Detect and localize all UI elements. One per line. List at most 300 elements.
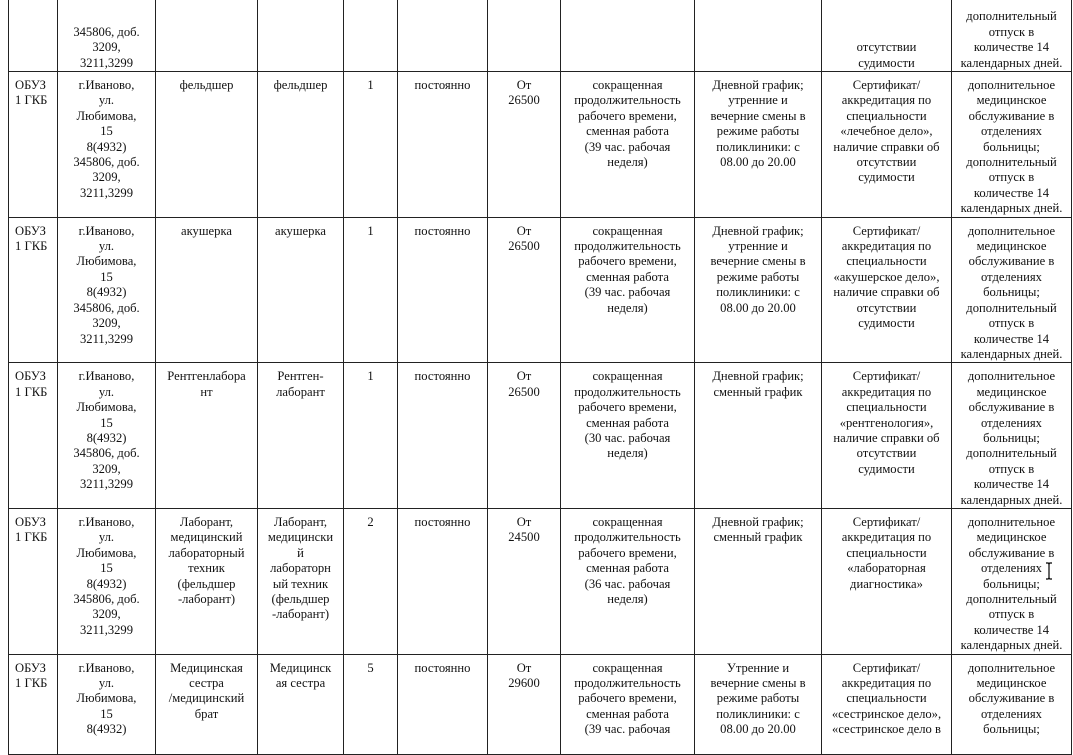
cell-text: неделя) (607, 446, 648, 461)
cell-text: обслуживание в (968, 400, 1055, 415)
cell-text: техник (188, 561, 225, 576)
cell-text: (30 час. рабочая (584, 430, 671, 445)
cell-text: 3209, (92, 170, 121, 185)
cell-text: (фельдшер (177, 576, 236, 591)
cell-text: Любимова, (76, 108, 137, 123)
cell-text: постоянно (414, 369, 471, 384)
cell-address[interactable] (58, 72, 156, 218)
cell-text: аккредитация по (841, 530, 932, 545)
cell-address[interactable] (58, 363, 156, 509)
cell-text: Лаборант, (273, 514, 328, 529)
cell-text: дополнительный (966, 300, 1057, 315)
cell-text: 3209, (92, 607, 121, 622)
cell-requirements[interactable] (822, 363, 952, 509)
cell-schedule[interactable] (695, 217, 822, 363)
cell-text: г.Иваново, (78, 514, 135, 529)
table-row (9, 72, 1072, 218)
cell-text: обслуживание в (968, 108, 1055, 123)
cell-salary[interactable] (488, 654, 561, 754)
cell-position[interactable] (156, 654, 258, 754)
cell-text: акушерка (275, 223, 326, 238)
cell-text: Дневной график; (712, 514, 804, 529)
cell-text: специальности (846, 400, 927, 415)
cell-address[interactable] (58, 508, 156, 654)
cell-text: 08.00 до 20.00 (720, 155, 796, 170)
cell-profession[interactable] (258, 217, 344, 363)
cell-text: «рентгенология», (839, 415, 934, 430)
cell-salary[interactable] (488, 363, 561, 509)
cell-text: Любимова, (76, 254, 137, 269)
cell-text: продолжительность (574, 676, 681, 691)
cell-text: 26500 (508, 93, 540, 108)
cell-text: отделениях (981, 124, 1042, 139)
cell-text: медицинское (976, 384, 1047, 399)
cell-text: /медицинский (168, 691, 245, 706)
cell-text: лаборант (276, 384, 325, 399)
cell-text: неделя) (607, 592, 648, 606)
cell-employment[interactable] (398, 508, 488, 654)
cell-text: медицинское (976, 239, 1047, 254)
cell-benefits[interactable] (952, 363, 1072, 509)
cell-profession[interactable] (258, 363, 344, 509)
cell-text: 15 (100, 269, 113, 284)
cell-text: медицински (267, 530, 334, 545)
cell-requirements[interactable] (822, 217, 952, 363)
cell-employment[interactable] (398, 72, 488, 218)
cell-text: 8(4932) (86, 576, 127, 591)
cell-schedule[interactable] (695, 508, 822, 654)
cell-text: Лаборант, (179, 514, 234, 529)
cell-text: дополнительный (966, 592, 1057, 606)
cell-count[interactable] (344, 217, 398, 363)
cell-text: 26500 (508, 239, 540, 254)
cell-text: поликлиники: с (716, 139, 800, 154)
cell-text: дополнительное (967, 369, 1056, 384)
cell-text: сменная работа (586, 269, 669, 284)
cell-text: -лаборант) (177, 592, 236, 606)
cell-text: поликлиники: с (716, 285, 800, 300)
cell-text: рабочего времени, (578, 108, 677, 123)
cell-text: 345806, доб. (73, 446, 140, 461)
cell-text: фельдшер (179, 78, 234, 92)
cell-text: Любимова, (76, 691, 137, 706)
cell-text: «лабораторная (847, 561, 926, 576)
cell-position[interactable] (156, 0, 258, 72)
cell-text: календарных дней. (960, 201, 1063, 216)
cell-text: наличие справки об (833, 139, 940, 154)
cell-text: постоянно (414, 223, 471, 238)
cell-text: количестве 14 (973, 477, 1050, 492)
cell-text: дополнительный (966, 155, 1057, 170)
cell-text: 15 (100, 561, 113, 576)
cell-text: аккредитация по (841, 384, 932, 399)
cell-position[interactable] (156, 217, 258, 363)
cell-text: вечерние смены в (710, 108, 806, 123)
cell-text: (39 час. рабочая (584, 139, 671, 154)
cell-text: -лаборант) (271, 607, 330, 622)
cell-position[interactable] (156, 72, 258, 218)
cell-text: рабочего времени, (578, 400, 677, 415)
cell-text: ул. (98, 530, 115, 545)
cell-text: вечерние смены в (710, 676, 806, 691)
cell-text: 345806, доб. (73, 155, 140, 170)
cell-text: рабочего времени, (578, 254, 677, 269)
cell-text: неделя) (607, 300, 648, 315)
cell-text: медицинское (976, 676, 1047, 691)
cell-text: 1 (367, 78, 374, 92)
cell-benefits[interactable] (952, 72, 1072, 218)
cell-hours[interactable] (561, 0, 695, 72)
cell-text: 26500 (508, 384, 540, 399)
cell-text: больницы; (983, 285, 1040, 300)
cell-text: сокращенная (592, 223, 663, 238)
cell-text: Сертификат/ (852, 78, 921, 92)
cell-salary[interactable] (488, 72, 561, 218)
cell-benefits[interactable] (952, 0, 1072, 72)
cell-text: 15 (100, 706, 113, 721)
cell-text: Сертификат/ (852, 369, 921, 384)
cell-employment[interactable] (398, 0, 488, 72)
cell-text: поликлиники: с (716, 706, 800, 721)
cell-text: От (516, 514, 532, 529)
cell-text: 1 ГКБ (15, 239, 48, 254)
cell-text: От (516, 78, 532, 92)
cell-text: г.Иваново, (78, 78, 135, 92)
cell-text: календарных дней. (960, 492, 1063, 507)
table-row (9, 508, 1072, 654)
cell-text: отделениях (981, 706, 1042, 721)
cell-text: ул. (98, 384, 115, 399)
cell-text: специальности (846, 108, 927, 123)
cell-hours[interactable] (561, 72, 695, 218)
cell-text: отделениях (981, 415, 1042, 430)
cell-text: 1 ГКБ (15, 93, 48, 108)
cell-salary[interactable] (488, 508, 561, 654)
cell-text: 3211,3299 (79, 331, 134, 346)
cell-text: продолжительность (574, 239, 681, 254)
cell-text: лабораторный (168, 545, 245, 560)
cell-text: г.Иваново, (78, 223, 135, 238)
cell-text: 345806, доб. (73, 300, 140, 315)
cell-text: лабораторн (270, 561, 331, 576)
cell-text: (36 час. рабочая (584, 576, 671, 591)
cell-text: количестве 14 (973, 40, 1050, 55)
cell-text: сестра (189, 676, 224, 691)
cell-count[interactable] (344, 654, 398, 754)
cell-text: аккредитация по (841, 93, 932, 108)
cell-hours[interactable] (561, 217, 695, 363)
cell-text: От (516, 369, 532, 384)
cell-profession[interactable] (258, 654, 344, 754)
cell-text: Сертификат/ (852, 223, 921, 238)
cell-text: больницы; (983, 576, 1040, 591)
cell-text: отпуск в (988, 607, 1035, 622)
cell-text: отделениях (981, 561, 1042, 576)
cell-text: отпуск в (988, 24, 1035, 39)
cell-text: 1 (367, 223, 374, 238)
cell-text: й (297, 545, 304, 560)
cell-text: продолжительность (574, 530, 681, 545)
cell-text: обслуживание в (968, 254, 1055, 269)
cell-schedule[interactable] (695, 654, 822, 754)
cell-text: От (516, 660, 532, 675)
cell-text: режиме работы (716, 691, 800, 706)
cell-text: судимости (858, 170, 915, 185)
cell-text: сменная работа (586, 124, 669, 139)
cell-text: наличие справки об (833, 430, 940, 445)
cell-requirements[interactable] (822, 0, 952, 72)
cell-requirements[interactable] (822, 72, 952, 218)
cell-text: 8(4932) (86, 139, 127, 154)
cell-text: режиме работы (716, 124, 800, 139)
cell-text: брат (194, 706, 219, 721)
cell-org[interactable] (9, 72, 58, 218)
cell-text: 1 (367, 369, 374, 384)
cell-org[interactable] (9, 363, 58, 509)
cell-text: сокращенная (592, 514, 663, 529)
cell-text: количестве 14 (973, 185, 1050, 200)
cell-text: ул. (98, 239, 115, 254)
cell-text: 3211,3299 (79, 622, 134, 637)
cell-text: 15 (100, 124, 113, 139)
cell-text: больницы; (983, 430, 1040, 445)
cell-text: 29600 (508, 676, 540, 691)
cell-text: 3209, (92, 461, 121, 476)
cell-text: медицинский (170, 530, 243, 545)
cell-text: 3211,3299 (79, 185, 134, 200)
cell-salary[interactable] (488, 0, 561, 72)
cell-text: сокращенная (592, 78, 663, 92)
cell-salary[interactable] (488, 217, 561, 363)
cell-text: нт (200, 384, 213, 399)
cell-text: 1 ГКБ (15, 530, 48, 545)
cell-text: Рентгенлабора (167, 369, 246, 384)
cell-text: отпуск в (988, 170, 1035, 185)
cell-text: Любимова, (76, 400, 137, 415)
cell-text: судимости (858, 461, 915, 476)
cell-text: ОБУЗ (15, 369, 46, 384)
cell-schedule[interactable] (695, 0, 822, 72)
cell-text: календарных дней. (960, 346, 1063, 361)
cell-position[interactable] (156, 363, 258, 509)
cell-text: утренние и (728, 93, 788, 108)
cell-text: Любимова, (76, 545, 137, 560)
cell-text: продолжительность (574, 93, 681, 108)
cell-org[interactable] (9, 217, 58, 363)
cell-benefits[interactable] (952, 654, 1072, 754)
cell-text: (фельдшер (271, 592, 330, 606)
cell-text: медицинское (976, 530, 1047, 545)
cell-text: отсутствии (856, 155, 917, 170)
table-row (9, 217, 1072, 363)
cell-text: постоянно (414, 78, 471, 92)
cell-address[interactable] (58, 654, 156, 754)
cell-schedule[interactable] (695, 72, 822, 218)
cell-text: диагностика» (850, 576, 923, 591)
cell-text: Утренние и (726, 660, 790, 675)
cell-employment[interactable] (398, 363, 488, 509)
cell-text: Дневной график; (712, 78, 804, 92)
cell-text: 3211,3299 (79, 477, 134, 492)
cell-org[interactable] (9, 0, 58, 72)
cell-text: сокращенная (592, 369, 663, 384)
cell-employment[interactable] (398, 217, 488, 363)
cell-text: количестве 14 (973, 331, 1050, 346)
cell-text: 8(4932) (86, 430, 127, 445)
cell-text: Медицинская (170, 660, 243, 675)
cell-org[interactable] (9, 654, 58, 754)
cell-text: 2 (367, 514, 374, 529)
cell-text: дополнительный (966, 9, 1057, 24)
i-beam-cursor-icon (1045, 562, 1053, 580)
cell-text: календарных дней. (960, 638, 1063, 653)
cell-text: сменная работа (586, 415, 669, 430)
cell-hours[interactable] (561, 508, 695, 654)
cell-text: (39 час. рабочая (584, 722, 671, 737)
cell-text: вечерние смены в (710, 254, 806, 269)
cell-text: больницы; (983, 722, 1040, 737)
cell-text: отсутствии (856, 40, 917, 55)
cell-text: сменный график (713, 530, 803, 545)
cell-text: обслуживание в (968, 691, 1055, 706)
cell-org[interactable] (9, 508, 58, 654)
cell-text: Рентген- (277, 369, 324, 384)
cell-text: дополнительное (967, 514, 1056, 529)
cell-text: рабочего времени, (578, 545, 677, 560)
cell-text: 5 (367, 660, 374, 675)
cell-text: «сестринское дело», (831, 706, 942, 721)
cell-text: ая сестра (275, 676, 326, 691)
cell-text: 1 ГКБ (15, 384, 48, 399)
cell-text: медицинское (976, 93, 1047, 108)
cell-text: 08.00 до 20.00 (720, 300, 796, 315)
cell-text: аккредитация по (841, 239, 932, 254)
cell-count[interactable] (344, 0, 398, 72)
vacancy-table (8, 0, 1072, 755)
cell-text: рабочего времени, (578, 691, 677, 706)
cell-text: отделениях (981, 269, 1042, 284)
cell-text: Сертификат/ (852, 514, 921, 529)
table-row (9, 654, 1072, 754)
cell-profession[interactable] (258, 72, 344, 218)
cell-text: режиме работы (716, 269, 800, 284)
cell-text: 24500 (508, 530, 540, 545)
cell-text: фельдшер (273, 78, 328, 92)
cell-text: ул. (98, 676, 115, 691)
cell-text: г.Иваново, (78, 369, 135, 384)
cell-text: 8(4932) (86, 285, 127, 300)
cell-text: отсутствии (856, 300, 917, 315)
cell-text: ОБУЗ (15, 223, 46, 238)
cell-text: отсутствии (856, 446, 917, 461)
cell-text: ый техник (272, 576, 329, 591)
cell-profession[interactable] (258, 508, 344, 654)
cell-text: 3211,3299 (79, 55, 134, 70)
cell-text: дополнительное (967, 223, 1056, 238)
cell-requirements[interactable] (822, 508, 952, 654)
cell-text: отпуск в (988, 461, 1035, 476)
cell-text: дополнительное (967, 660, 1056, 675)
cell-text: ОБУЗ (15, 660, 46, 675)
cell-text: ОБУЗ (15, 78, 46, 92)
cell-text: 345806, доб. (73, 24, 140, 39)
cell-hours[interactable] (561, 654, 695, 754)
cell-text: Медицинск (269, 660, 332, 675)
cell-text: утренние и (728, 239, 788, 254)
cell-count[interactable] (344, 72, 398, 218)
cell-text: сменный график (713, 384, 803, 399)
cell-text: 8(4932) (86, 722, 127, 737)
cell-text: сокращенная (592, 660, 663, 675)
cell-profession[interactable] (258, 0, 344, 72)
table-body (9, 0, 1072, 754)
cell-text: 3209, (92, 40, 121, 55)
cell-text: акушерка (181, 223, 232, 238)
cell-text: постоянно (414, 660, 471, 675)
cell-text: (39 час. рабочая (584, 285, 671, 300)
cell-text: ул. (98, 93, 115, 108)
cell-text: сменная работа (586, 706, 669, 721)
cell-position[interactable] (156, 508, 258, 654)
cell-text: продолжительность (574, 384, 681, 399)
cell-text: судимости (858, 316, 915, 331)
table-row (9, 363, 1072, 509)
cell-text: специальности (846, 254, 927, 269)
cell-text: неделя) (607, 155, 648, 170)
cell-text: количестве 14 (973, 622, 1050, 637)
cell-text: больницы; (983, 139, 1040, 154)
cell-text: 1 ГКБ (15, 676, 48, 691)
cell-text: «лечебное дело», (840, 124, 933, 139)
cell-count[interactable] (344, 363, 398, 509)
cell-address[interactable] (58, 217, 156, 363)
cell-requirements[interactable] (822, 654, 952, 754)
cell-text: 3209, (92, 316, 121, 331)
cell-text: дополнительное (967, 78, 1056, 92)
cell-schedule[interactable] (695, 363, 822, 509)
cell-text: постоянно (414, 514, 471, 529)
cell-text: специальности (846, 691, 927, 706)
cell-text: календарных дней. (960, 55, 1063, 70)
cell-text: От (516, 223, 532, 238)
cell-text: 15 (100, 415, 113, 430)
cell-text: Дневной график; (712, 369, 804, 384)
cell-benefits[interactable] (952, 508, 1072, 654)
cell-text: 08.00 до 20.00 (720, 722, 796, 737)
cell-benefits[interactable] (952, 217, 1072, 363)
cell-text: Дневной график; (712, 223, 804, 238)
cell-text: отпуск в (988, 316, 1035, 331)
cell-text: Сертификат/ (852, 660, 921, 675)
cell-text: сменная работа (586, 561, 669, 576)
cell-text: дополнительный (966, 446, 1057, 461)
cell-hours[interactable] (561, 363, 695, 509)
cell-text: специальности (846, 545, 927, 560)
cell-count[interactable] (344, 508, 398, 654)
cell-text: г.Иваново, (78, 660, 135, 675)
cell-text: аккредитация по (841, 676, 932, 691)
cell-text: ОБУЗ (15, 514, 46, 529)
table-row (9, 0, 1072, 72)
cell-text: наличие справки об (833, 285, 940, 300)
cell-address[interactable] (58, 0, 156, 72)
cell-employment[interactable] (398, 654, 488, 754)
cell-text: «акушерское дело», (833, 269, 940, 284)
cell-text: обслуживание в (968, 545, 1055, 560)
cell-text: «сестринское дело в (832, 722, 941, 737)
cell-text: 345806, доб. (73, 592, 140, 606)
cell-text: судимости (858, 55, 915, 70)
